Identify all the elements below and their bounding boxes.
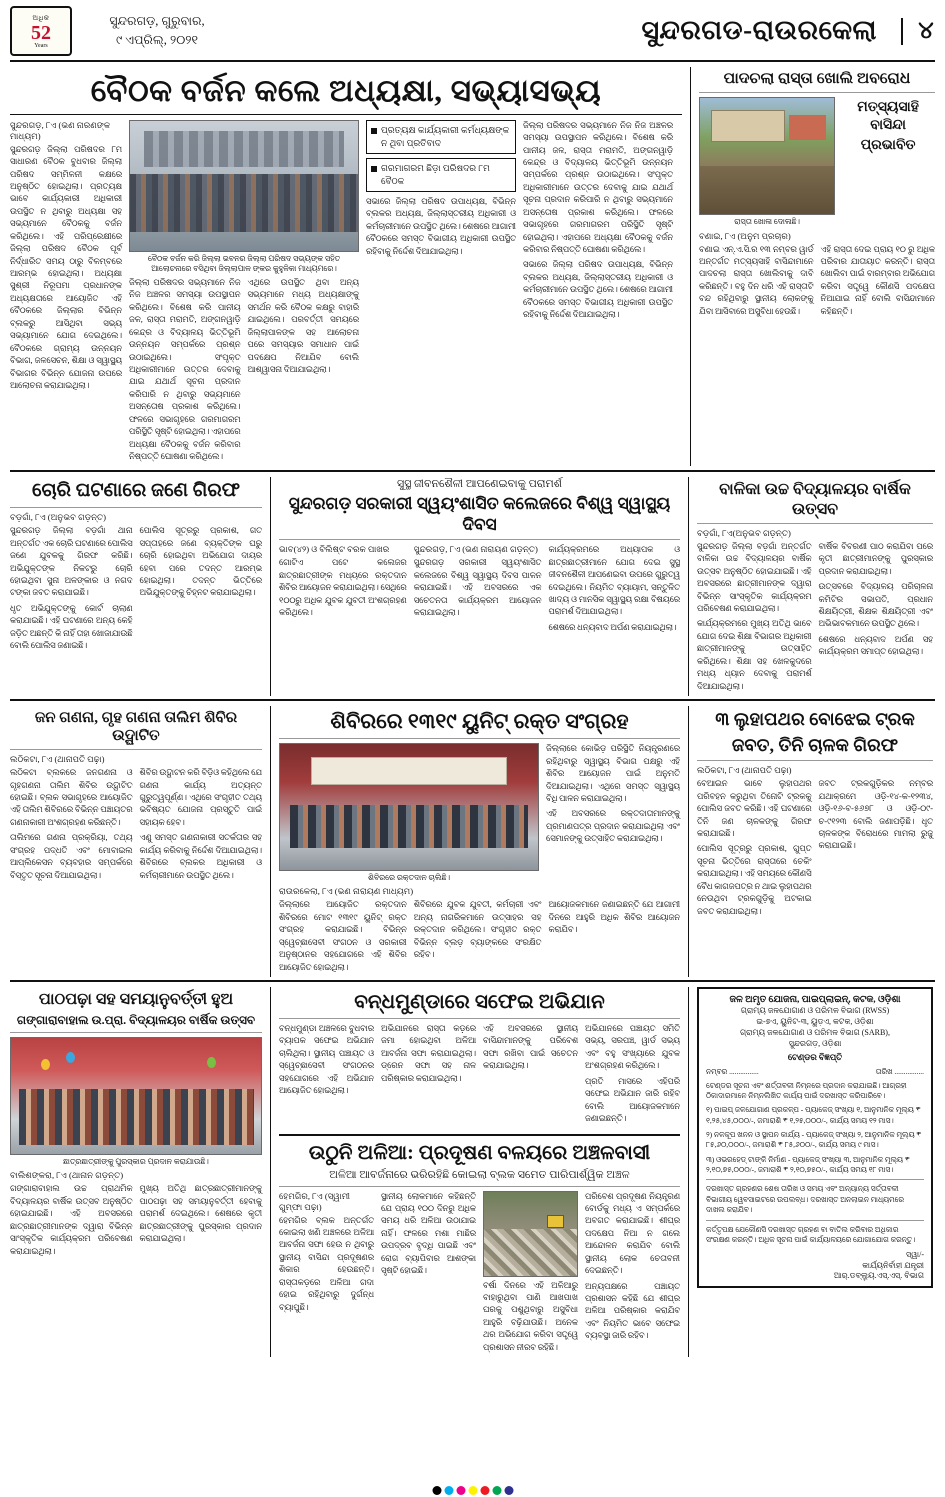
bandhamunda-headline: ବନ୍ଧମୁଣ୍ଡାରେ ସଫେଇ ଅଭିଯାନ bbox=[354, 991, 605, 1014]
ad-ref-no: ନମ୍ବର ................ bbox=[706, 1067, 759, 1077]
girls-para-3: ବାର୍ଷିକ ବିବରଣୀ ପାଠ କରାଯିବା ପରେ କୃତୀ ଛାତ୍ରୀମାନଙ୍କୁ ପୁରସ୍କାର ପ୍ରଦାନ କରାଯାଇଥିଲା। bbox=[818, 541, 933, 576]
blood-right-para-2: ଏହି ଅବସରରେ ରକ୍ତଦାତାମାନଙ୍କୁ ପ୍ରମାଣପତ୍ର ପ୍ରଦାନ କରାଯାଇଥିଲା ଏବଂ ସେମାନଙ୍କୁ ଉତ୍ସାହିତ କରାଯାଇଥିଲା। bbox=[546, 809, 680, 844]
ad-office-line-3: ଇ-୭ଏ, ୟୁନିଟ-୩, ୟୁଡ଼ଏ, କଟକ, ଓଡ଼ିଶା bbox=[756, 1017, 874, 1027]
truck-para-1: ବେଆଇନ ଭାବେ ଲୁହାପଥର ପରିବହନ କରୁଥିବା ତିନୋଟି ଟ୍ରକକୁ ପୋଲିସ ଜବତ କରିଛି। ଏହି ଘଟଣାରେ ତିନି ଜଣ ଚାଳକଙ୍କୁ ଗିରଫ କରାଯାଇଛି। bbox=[697, 779, 812, 839]
blood-right-para-1: ଜିଲ୍ଲାରେ କୋଭିଡ଼ ପରିସ୍ଥିତି ନିୟନ୍ତ୍ରଣରେ ରହିଥିବାରୁ ସ୍ୱାସ୍ଥ୍ୟ ବିଭାଗ ପକ୍ଷରୁ ଏହି ଶିବିର ଆୟୋଜନ ପାଇଁ ଅନୁମତି ଦିଆଯାଇଥିଲା। ଏଥିରେ ସମସ୍ତ ସ୍ୱାସ୍ଥ୍ୟ ବିଧି ପାଳନ କରାଯାଇଥିଲା। bbox=[546, 744, 680, 804]
ad-office-line-4: ଗ୍ରାମ୍ୟ ଜଳଯୋଗାଣ ଓ ପରିମଳ ବିଭାଗ (SARB), bbox=[740, 1027, 890, 1037]
health-headline: ସୁନ୍ଦରଗଡ଼ ସରକାରୀ ସ୍ୱୟଂଶାସିତ କଲେଜରେ ବିଶ୍ୱ ସ୍ୱାସ୍ଥ୍ୟ ଦିବସ bbox=[288, 494, 671, 534]
lead-col-5 bbox=[523, 120, 673, 467]
pollution-dateline: ହେମଗିର, ୮ଏ (ସ୍ୱାମୀ ଗୁମ୍ଫା ପଢ଼ା) bbox=[279, 1190, 351, 1212]
bullet-square-icon bbox=[371, 166, 377, 172]
edition-date: ୯ ଏପ୍ରିଲ୍, ୨୦୨୧ bbox=[115, 33, 199, 47]
road-headline-2: ମତ୍ସ୍ୟସାହି ବାସିନ୍ଦା bbox=[857, 100, 919, 133]
tender-ad-column bbox=[688, 987, 933, 1357]
reg-mark-black bbox=[432, 1486, 441, 1495]
truck-para-3: ଜବତ ଟ୍ରକଗୁଡ଼ିକର ନମ୍ବର ଯଥାକ୍ରମେ ଓଡ଼ି-୧୪-କ-୧୨୩୪, ଓଡ଼ି-୧୬-ବ-୫୬୭୮ ଓ ଓଡ଼ି-୦୯-ଚ-୯୧୨୩ ବୋଲି ଜଣାପଡ଼ିଛି। ଧୃତ ଚାଳକଙ୍କ ବିରୋଧରେ ମାମଲା ରୁଜୁ କରାଯାଇଛି। bbox=[818, 779, 933, 851]
girls-para-4: ଉତ୍ସବରେ ବିଦ୍ୟାଳୟ ପରିଚାଳନା କମିଟିର ସଭାପତି, ପ୍ରଧାନ ଶିକ୍ଷୟିତ୍ରୀ, ଶିକ୍ଷକ ଶିକ୍ଷୟିତ୍ରୀ ଏବଂ ଅଭିଭାବକମାନେ ଉପସ୍ଥିତ ଥିଲେ। bbox=[818, 582, 933, 629]
truck-para-2: ପୋଲିସ ସୂତ୍ରରୁ ପ୍ରକାଶ, ଗୁପ୍ତ ସୂଚନା ଭିତ୍ତିରେ ରାସ୍ତାରେ ଚେକିଂ କରାଯାଇଥିଲା। ଏହି ସମୟରେ କୌଣସି ବୈଧ କାଗଜପତ୍ର ନ ଥାଇ ଲୁହାପଥର ନେଉଥିବା ଟ୍ରକଗୁଡ଼ିକୁ ଅଟକାଇ ଜବତ କରାଯାଇଥିଲା। bbox=[697, 844, 812, 916]
pollution-para-5: ଅନ୍ୟପକ୍ଷରେ ପଞ୍ଚାୟତ ପ୍ରଶାସନ କହିଛି ଯେ ଶୀଘ୍ର ଅଳିଆ ପରିଷ୍କାର କରାଯିବ ଏବଂ ନିୟମିତ ଭାବେ ସଫେଇ ବ୍ୟବସ୍ଥା ଜାରି ରହିବ। bbox=[585, 1281, 680, 1341]
census-para-2: ତାଲିମରେ ଗଣନା ପ୍ରକ୍ରିୟା, ତଥ୍ୟ ସଂଗ୍ରହ ପଦ୍ଧତି ଏବଂ ମୋବାଇଲ ଆପ୍ଲିକେସନ ବ୍ୟବହାର ସମ୍ପର୍କରେ ବିସ୍ତୃତ ସୂଚନା ଦିଆଯାଇଥିଲା। bbox=[10, 833, 133, 880]
ad-sign-2: କାର୍ଯ୍ୟନିର୍ବାହୀ ଯନ୍ତ୍ରୀ bbox=[862, 1260, 924, 1270]
blood-camp-headline: ଶିବିରରେ ୧୩୧୯ ୟୁନିଟ୍ ରକ୍ତ ସଂଗ୍ରହ bbox=[330, 709, 629, 734]
lead-story bbox=[10, 67, 682, 466]
school-fest-headline-1: ପାଠପଢ଼ା ସହ ସମୟାନୁବର୍ତ୍ତୀ ହୁଅ bbox=[38, 991, 234, 1009]
girls-para-1: ସୁନ୍ଦରଗଡ଼ ଜିଲ୍ଲା ବଡ଼ଗାଁ ଅନ୍ତର୍ଗତ ବାଳିକା ଉଚ୍ଚ ବିଦ୍ୟାଳୟର ବାର୍ଷିକ ଉତ୍ସବ ଅନୁଷ୍ଠିତ ହୋଇଯାଇଛି। ଏହି ଅବସରରେ ଛାତ୍ରୀମାନଙ୍କ ଦ୍ୱାରା ବିଭିନ୍ନ ସାଂସ୍କୃତିକ କାର୍ଯ୍ୟକ୍ରମ ପରିବେଷଣ କରାଯାଇଥିଲା। bbox=[697, 541, 812, 614]
lead-para-2: ଜିଲ୍ଲା ପରିଷଦର ସଭ୍ୟମାନେ ନିଜ ନିଜ ଅଞ୍ଚଳର ସମସ୍ୟା ଉପସ୍ଥାପନ କରିଥିଲେ। ବିଶେଷ କରି ପାନୀୟ ଜଳ, ରାସ୍ତା ମରାମତି, ଅଙ୍ଗନୱାଡ଼ି କେନ୍ଦ୍ର ଓ ବିଦ୍ୟାଳୟ ଭିତ୍ତିଭୂମି ଉନ୍ନୟନ ସମ୍ପର୍କରେ ପ୍ରଶ୍ନ ଉଠାଇଥିଲେ। ସଂପୃକ୍ତ ଅଧିକାରୀମାନେ ଉତ୍ତର ଦେବାକୁ ଯାଇ ଯଥାର୍ଥ ସୂଚନା ପ୍ରଦାନ କରିପାରି ନ ଥିବାରୁ ସଭ୍ୟମାନେ ଅସନ୍ତୋଷ ପ୍ରକାଶ କରିଥିଲେ। ଫଳରେ ସଭାଗୃହରେ ଗରମାଗରମ ପରିସ୍ଥିତି ସୃଷ୍ଟି ହୋଇଥିଲା। ଏହାପରେ ଅଧ୍ୟକ୍ଷା ବୈଠକକୁ ବର୍ଜନ କରିବାର ନିଷ୍ପତ୍ତି ଘୋଷଣା କରିଥିଲେ। bbox=[129, 277, 241, 462]
census-para-4: ଏଣୁ ସମସ୍ତ ଗଣନାକାରୀ ସତର୍କତାର ସହ କାର୍ଯ୍ୟ କରିବାକୁ ନିର୍ଦ୍ଦେଶ ଦିଆଯାଇଥିଲା। ଶିବିରରେ ବ୍ଲକର ଅଧିକାରୀ ଓ କର୍ମଚାରୀମାନେ ଉପସ୍ଥିତ ଥିଲେ। bbox=[139, 833, 262, 880]
bandha-para-3: ଏହି ଅବସରରେ ସ୍ଥାନୀୟ ବାସିନ୍ଦାମାନଙ୍କୁ ପରିବେଶ ସଫା ରଖିବା ପାଇଁ ସଚେତନ କରାଯାଇଥିଲା। bbox=[483, 1024, 578, 1071]
page-number: ୪ bbox=[901, 18, 935, 45]
health-side-para-1: ଗୋଟିଏ ପଟେ କଲେଜର ଛାତ୍ରଛାତ୍ରୀଙ୍କ ମଧ୍ୟରେ ରକ୍ତଦାନ ଶିବିର ଆୟୋଜନ କରାଯାଇଥିଲା। ସେଥିରେ ୧୦୦ରୁ ଅଧିକ ଯୁବକ ଯୁବତୀ ଅଂଶଗ୍ରହଣ କରିଥିଲେ। bbox=[279, 558, 407, 617]
road-para-2: ଏହି ରାସ୍ତା ଦେଇ ପ୍ରାୟ ୧୦ ରୁ ଅଧିକ ପରିବାର ଯାତାୟାତ କରନ୍ତି। ରାସ୍ତା ଖୋଲିବା ପାଇଁ ବାରମ୍ବାର ଅଭିଯୋଗ କରିବା ସତ୍ତ୍ୱେ କୌଣସି ପଦକ୍ଷେପ ନିଆଯାଇ ନାହିଁ ବୋଲି ବାସିନ୍ଦାମାନେ କହିଛନ୍ତି। bbox=[820, 244, 935, 316]
blood-para-2: ଶିବିରରେ ଯୁବକ ଯୁବତୀ, କର୍ମଚାରୀ ଏବଂ ଅନ୍ୟ ନାଗରିକମାନେ ଉତ୍ସାହର ସହ ରକ୍ତଦାନ କରିଥିଲେ। ସଂଗୃହୀତ ରକ୍ତ ବିଭିନ୍ନ ବ୍ଲଡ଼ ବ୍ୟାଙ୍କରେ ସଂରକ୍ଷିତ ରହିବ। bbox=[413, 900, 542, 960]
health-day-story bbox=[270, 477, 680, 696]
blood-para-3: ଆୟୋଜକମାନେ ଜଣାଇଛନ୍ତି ଯେ ଆଗାମୀ ଦିନରେ ଆହୁରି ଅଧିକ ଶିବିର ଆୟୋଜନ କରାଯିବ। bbox=[548, 900, 681, 935]
health-para-2: କାର୍ଯ୍ୟକ୍ରମରେ ଅଧ୍ୟାପକ ଓ ଛାତ୍ରଛାତ୍ରୀମାନେ ଯୋଗ ଦେଇ ସୁସ୍ଥ ଜୀବନଶୈଳୀ ଆପଣେଇବା ଉପରେ ଗୁରୁତ୍ୱ ଦେଇଥିଲେ। ନିୟମିତ ବ୍ୟାୟାମ, ସନ୍ତୁଳିତ ଖାଦ୍ୟ ଓ ମାନସିକ ସ୍ୱାସ୍ଥ୍ୟ ରକ୍ଷା ବିଷୟରେ ପରାମର୍ଶ ଦିଆଯାଇଥିଲା। bbox=[548, 545, 681, 617]
theft-para-2: ପୋଲିସ ସୂତ୍ରରୁ ପ୍ରକାଶ, ଗତ ସପ୍ତାହରେ ଜଣେ ବ୍ୟକ୍ତିଙ୍କ ଘରୁ ଚୋରି ହୋଇଥିବା ଅଭିଯୋଗ ଦାୟର ହେବା ପରେ ତଦନ୍ତ ଆରମ୍ଭ ହୋଇଥିଲା। ତଦନ୍ତ ଭିତ୍ତିରେ ଅଭିଯୁକ୍ତଙ୍କୁ ଚିହ୍ନଟ କରାଯାଇଥିଲା। bbox=[139, 526, 262, 598]
health-side-dateline: ଭାବ(୪୨) ଓ ବିଲିଷ୍ଟ ବରକ ପାଖର bbox=[279, 544, 390, 555]
theft-para-3: ଧୃତ ଅଭିଯୁକ୍ତଙ୍କୁ କୋର୍ଟ ଚାଲାଣ କରାଯାଇଛି। ଏହି ଘଟଣାରେ ଅନ୍ୟ କେହି ଜଡ଼ିତ ଅଛନ୍ତି କି ନାହିଁ ତାହା ଖୋଜାଯାଉଛି ବୋଲି ପୋଲିସ ଜଣାଇଛି। bbox=[10, 603, 133, 651]
girls-school-story bbox=[688, 477, 933, 696]
ad-notice-title: ଟେଣ୍ଡର ବିଜ୍ଞପ୍ତି bbox=[787, 1053, 843, 1063]
bullet-square-icon bbox=[371, 128, 377, 134]
school-fest-headline-2: ଗଙ୍ଗାରାବାହାଲ ଉ.ପ୍ରା. ବିଦ୍ୟାଳୟର ବାର୍ଷିକ ଉତ୍ସବ bbox=[16, 1013, 256, 1028]
lead-para-3: ଏଥିରେ ଉପସ୍ଥିତ ଥିବା ଅନ୍ୟ ସଭ୍ୟମାନେ ମଧ୍ୟ ଅଧ୍ୟକ୍ଷାଙ୍କୁ ସମର୍ଥନ କରି ବୈଠକ କକ୍ଷରୁ ବାହାରି ଯାଇଥିଲେ। ପରବର୍ତ୍ତୀ ସମୟରେ ଜିଲ୍ଲାପାଳଙ୍କ ସହ ଆଲୋଚନା ପରେ ସମସ୍ୟାର ସମାଧାନ ପାଇଁ ପଦକ୍ଷେପ ନିଆଯିବ ବୋଲି ଆଶ୍ୱାସନା ଦିଆଯାଇଥିଲା। bbox=[247, 277, 359, 374]
edition-title: ସୁନ୍ଦରଗଡ-ରାଉରକେଲା bbox=[641, 15, 877, 45]
health-kicker: ସୁସ୍ଥ ଜୀବନଶୈଳୀ ଆପଣେଇବାକୁ ପରାମର୍ଶ bbox=[397, 478, 562, 491]
lead-photo-block bbox=[129, 120, 359, 467]
census-para-3: ଶିବିର ଉଦ୍ଘାଟନ କରି ବିଡ଼ିଓ କହିଥିଲେ ଯେ ଗଣନା କାର୍ଯ୍ୟ ଅତ୍ୟନ୍ତ ଗୁରୁତ୍ୱପୂର୍ଣ୍ଣ। ଏଥିରେ ସଂଗୃହୀତ ତଥ୍ୟ ଭବିଷ୍ୟତ ଯୋଜନା ପ୍ରସ୍ତୁତି ପାଇଁ ସହାୟକ ହେବ। bbox=[139, 768, 262, 827]
bandha-para-4: ଅଭିଯାନରେ ପଞ୍ଚାୟତ ସମିତି ସଭ୍ୟ, ସରପଞ୍ଚ, ୱାର୍ଡ ସଭ୍ୟ ଏବଂ ବହୁ ସଂଖ୍ୟାରେ ଯୁବକ ଅଂଶଗ୍ରହଣ କରିଥିଲେ। bbox=[585, 1024, 680, 1071]
ad-note-2: କର୍ତ୍ତୃପକ୍ଷ ଯେକୌଣସି ଦରଖାସ୍ତ ଗ୍ରହଣ ବା ବାତିଲ କରିବାର ଅଧିକାର ସଂରକ୍ଷଣ କରନ୍ତି। ଅଧିକ ସୂଚନା ପାଇଁ କାର୍ଯ୍ୟାଳୟରେ ଯୋଗାଯୋଗ କରନ୍ତୁ। bbox=[706, 1224, 916, 1244]
pollution-subhead: ଅଳିଆ ଆବର୍ଜନାରେ ଭରିରହିଛି କୋଇଲା ବ୍ଲକ ସମେତ ପାରିପାର୍ଶ୍ୱିକ ଅଞ୍ଚଳ bbox=[329, 1168, 630, 1181]
ad-item-3: ୩) ଓଭରହେଡ୍ ଟାଙ୍କି ନିର୍ମାଣ - ପ୍ୟାକେଜ୍ ସଂଖ୍ୟା ୩, ଆନୁମାନିକ ମୂଲ୍ୟ ₹ ୨,୧୦,୭୫,୦୦୦/-, ଜମାରାଶି ₹ ୨,୧୦,୭୫୦/-, କାର୍ଯ୍ୟ ସମୟ ୧୮ ମାସ। bbox=[706, 1154, 910, 1175]
census-headline: ଜନ ଗଣନା, ଗୃହ ଗଣନା ତାଲିମ ଶିବିର ଉଦ୍ଘାଟିତ bbox=[34, 710, 238, 745]
pollution-para-4: ପରିବେଶ ପ୍ରଦୂଷଣ ନିୟନ୍ତ୍ରଣ ବୋର୍ଡକୁ ମଧ୍ୟ ଏ ସମ୍ପର୍କରେ ଅବଗତ କରାଯାଇଛି। ଶୀଘ୍ର ପଦକ୍ଷେପ ନିଆ ନ ଗଲେ ଆନ୍ଦୋଳନ କରାଯିବ ବୋଲି ସ୍ଥାନୀୟ ଲୋକ ଚେତାବନୀ ଦେଇଛନ୍ତି। bbox=[585, 1191, 680, 1276]
pollution-photo bbox=[483, 1191, 578, 1277]
school-fest-para-1: ଗଙ୍ଗାରାବାହାଲ ଉଚ୍ଚ ପ୍ରାଥମିକ ବିଦ୍ୟାଳୟର ବାର୍ଷିକ ଉତ୍ସବ ଅନୁଷ୍ଠିତ ହୋଇଯାଇଛି। ଏହି ଅବସରରେ ଛାତ୍ରଛାତ୍ରୀମାନଙ୍କ ଦ୍ୱାରା ବିଭିନ୍ନ ସାଂସ୍କୃତିକ କାର୍ଯ୍ୟକ୍ରମ ପରିବେଷଣ କରାଯାଇଥିଲା। bbox=[10, 1184, 133, 1256]
blood-camp-dateline: ରାଉରକେଲା, ୮ଏ (ଭଣ ନାରାୟଣ ମାଧ୍ୟମ) bbox=[279, 886, 414, 897]
lead-photo bbox=[129, 120, 359, 252]
health-para-3: ଶେଷରେ ଧନ୍ୟବାଦ ଅର୍ପଣ କରାଯାଇଥିଲା। bbox=[548, 622, 677, 632]
theft-story bbox=[10, 477, 262, 696]
school-fest-para-2: ମୁଖ୍ୟ ଅତିଥି ଛାତ୍ରଛାତ୍ରୀମାନଙ୍କୁ ପାଠପଢ଼ା ସହ ସମୟାନୁବର୍ତ୍ତୀ ହେବାକୁ ପରାମର୍ଶ ଦେଇଥିଲେ। ଶେଷରେ କୃତୀ ଛାତ୍ରଛାତ୍ରୀଙ୍କୁ ପୁରସ୍କାର ପ୍ରଦାନ କରାଯାଇଥିଲା। bbox=[139, 1184, 262, 1244]
bandha-para-5: ପ୍ରତି ମାସରେ ଏହିପରି ସଫେଇ ଅଭିଯାନ ଜାରି ରହିବ ବୋଲି ଆୟୋଜକମାନେ ଜଣାଇଛନ୍ତି। bbox=[585, 1076, 680, 1124]
ad-date: ତାରିଖ ................ bbox=[875, 1067, 924, 1077]
school-fest-photo-caption: ଛାତ୍ରଛାତ୍ରୀଙ୍କୁ ପୁରସ୍କାର ପ୍ରଦାନ କରାଯାଉଛି। bbox=[63, 1157, 209, 1167]
blood-camp-photo-caption: ଶିବିରରେ ରକ୍ତଦାନ ଚାଲିଛି। bbox=[368, 873, 450, 883]
bandha-para-2: ଅଭିଯାନରେ ରାସ୍ତା କଡ଼ରେ ଜମା ହୋଇଥିବା ଅଳିଆ ଆବର୍ଜନା ସଫା କରାଯାଇଥିଲା। ଡ୍ରେନ ସଫା ସହ ନାଳ ପରିଷ୍କାର କରାଯାଇଥିଲା। bbox=[381, 1024, 476, 1083]
girls-para-5: ଶେଷରେ ଧନ୍ୟବାଦ ଅର୍ପଣ ସହ କାର୍ଯ୍ୟକ୍ରମ ସମାପ୍ତ ହୋଇଥିଲା। bbox=[818, 634, 933, 657]
road-headline-1: ପାଦଚଲା ରାସ୍ତା ଖୋଲି ଅବରୋଧ bbox=[723, 70, 911, 87]
pollution-para-3: ବର୍ଷା ଦିନରେ ଏହି ଅଳିଆରୁ ବାହାରୁଥିବା ପାଣି ଆଖପାଖ ଘରକୁ ପଶୁଥିବାରୁ ଅସୁବିଧା ଆହୁରି ବଢ଼ିଯାଉଛି। ଅନେକ ଥର ଅଭିଯୋଗ କରିବା ସତ୍ତ୍ୱେ ପ୍ରଶାସନ ନୀରବ ରହିଛି। bbox=[483, 1280, 578, 1352]
health-dateline: ସୁନ୍ଦରଗଡ଼, ୮ଏ (ଭଣ ନାରାୟଣ ଗଡ଼ନ୍ତ) bbox=[413, 544, 538, 555]
tender-advertisement bbox=[697, 987, 933, 1288]
pollution-headline: ଉଠୁନି ଅଳିଆ: ପ୍ରଦୂଷଣ ବଳୟରେ ଅଞ୍ଚଳବାସୀ bbox=[308, 1141, 651, 1164]
school-fest-story bbox=[10, 987, 262, 1357]
ad-office-line-1: ଜଳ ଅମୃତ ଯୋଜନା, ପାଇପ୍‌ଲାଇନ୍, କଟକ, ଓଡ଼ିଶା bbox=[729, 995, 901, 1006]
logo-years-label: Years bbox=[34, 42, 48, 49]
blood-para-1: ଜିଲ୍ଲାରେ ଆୟୋଜିତ ରକ୍ତଦାନ ଶିବିରରେ ମୋଟ ୧୩୧୯ ୟୁନିଟ୍ ରକ୍ତ ସଂଗ୍ରହ କରାଯାଇଛି। ବିଭିନ୍ନ ସ୍ୱେଚ୍ଛାସେବୀ ସଂଗଠନ ଓ ସରକାରୀ ଅନୁଷ୍ଠାନର ସହଯୋଗରେ ଏହି ଶିବିର ଆୟୋଜିତ ହୋଇଥିଲା। bbox=[279, 900, 407, 972]
ad-item-1: ୧) ପାଇପ୍ ଜଳଯୋଗାଣ ପ୍ରକଳ୍ପ - ପ୍ୟାକେଜ୍ ସଂଖ୍ୟା ୧, ଆନୁମାନିକ ମୂଲ୍ୟ ₹ ୧,୨୫,୪୫,୦୦୦/-, ଜମାରାଶି ₹ ୧,୨୫,୦୦୦/-, କାର୍ଯ୍ୟ ସମୟ ୧୨ ମାସ। bbox=[706, 1105, 921, 1125]
reg-mark-green bbox=[492, 1486, 501, 1495]
top-band bbox=[10, 67, 935, 466]
publication-logo bbox=[10, 6, 72, 56]
lead-para-6: ସଭାରେ ଜିଲ୍ଲା ପରିଷଦ ଉପାଧ୍ୟକ୍ଷ, ବିଭିନ୍ନ ବ୍ଲକର ଅଧ୍ୟକ୍ଷ, ଜିଲ୍ଲାସ୍ତରୀୟ ଅଧିକାରୀ ଓ କର୍ମଚାରୀମାନେ ଉପସ୍ଥିତ ଥିଲେ। ଶେଷରେ ଆଗାମୀ ବୈଠକରେ ସମସ୍ତ ବିଭାଗୀୟ ଅଧିକାରୀ ଉପସ୍ଥିତ ରହିବାକୁ ନିର୍ଦ୍ଦେଶ ଦିଆଯାଇଥିଲା। bbox=[523, 260, 673, 320]
logo-anniversary-number: 52 bbox=[31, 21, 51, 44]
health-para-1: ସୁନ୍ଦରଗଡ଼ ସରକାରୀ ସ୍ୱୟଂଶାସିତ କଲେଜରେ ବିଶ୍ୱ ସ୍ୱାସ୍ଥ୍ୟ ଦିବସ ପାଳନ କରାଯାଇଛି। ଏହି ଅବସରରେ ଏକ ସଚେତନତା କାର୍ଯ୍ୟକ୍ରମ ଆୟୋଜନ କରାଯାଇଥିଲା। bbox=[413, 558, 542, 617]
pollution-para-2: ସ୍ଥାନୀୟ ଲୋକମାନେ କହିଛନ୍ତି ଯେ ପ୍ରାୟ ୧୦୦ ଦିନରୁ ଅଧିକ ସମୟ ଧରି ଅଳିଆ ଉଠାଯାଇ ନାହିଁ। ଫଳରେ ମଶା ମାଛିର ଉପଦ୍ରବ ବୃଦ୍ଧି ପାଇଛି ଏବଂ ରୋଗ ବ୍ୟାପିବାର ଆଶଙ୍କା ସୃଷ୍ଟି ହୋଇଛି। bbox=[381, 1191, 476, 1276]
lead-photo-caption: ବୈଠକ ବର୍ଜନ କରି ଜିଲ୍ଲା ଭବନର ଜିଲ୍ଲା ପରିଷଦ ସଭ୍ୟଙ୍କ ସହିତ ଆଲୋଚନାରେ ବସିଥିବା ଜିଲ୍ଲାପାଳ ଙ୍କର କୁହୁଳିକା ମାଧ୍ୟମରେ। bbox=[147, 253, 341, 273]
census-para-1: ଲଠିକଟା ବ୍ଲକରେ ଜନଗଣନା ଓ ଗୃହଗଣନା ତାଲିମ ଶିବିର ଉଦ୍ଘାଟିତ ହୋଇଛି। ବ୍ଲକ ସଭାଗୃହରେ ଆୟୋଜିତ ଏହି ତାଲିମ ଶିବିରରେ ବିଭିନ୍ନ ପଞ୍ଚାୟତର ଗଣନାକାରୀ ଅଂଶଗ୍ରହଣ କରିଛନ୍ତି। bbox=[10, 768, 133, 827]
census-story bbox=[10, 706, 262, 977]
ad-item-2: ୨) ନଳକୂପ ଖନନ ଓ ସ୍ଥାପନ କାର୍ଯ୍ୟ - ପ୍ୟାକେଜ୍ ସଂଖ୍ୟା ୨, ଆନୁମାନିକ ମୂଲ୍ୟ ₹ ୮୫,୬୦,୦୦୦/-, ଜମାରାଶି ₹ ୮୫,୬୦୦/-, କାର୍ଯ୍ୟ ସମୟ ୯ ମାସ। bbox=[706, 1129, 922, 1150]
road-dateline: ବଣାଇ, ୮ଏ (ଅନୁମ ପ୍ରଚାର) bbox=[699, 230, 791, 241]
reg-mark-blue bbox=[504, 1486, 513, 1495]
middle-lower-block bbox=[270, 987, 680, 1357]
lead-bullet-list bbox=[366, 120, 516, 192]
road-photo-caption: ରାସ୍ତା ଖୋଳା ଦୋଳାଛି। bbox=[734, 217, 800, 227]
reg-mark-red bbox=[480, 1486, 489, 1495]
ad-sign-3: ଆର୍.ଡବ୍ଲ୍ୟୁ.ଏସ୍.ଏସ୍. ବିଭାଗ bbox=[833, 1271, 924, 1280]
lead-para-4: ସଭାରେ ଜିଲ୍ଲା ପରିଷଦ ଉପାଧ୍ୟକ୍ଷ, ବିଭିନ୍ନ ବ୍ଲକର ଅଧ୍ୟକ୍ଷ, ଜିଲ୍ଲାସ୍ତରୀୟ ଅଧିକାରୀ ଓ କର୍ମଚାରୀମାନେ ଉପସ୍ଥିତ ଥିଲେ। ଶେଷରେ ଆଗାମୀ ବୈଠକରେ ସମସ୍ତ ବିଭାଗୀୟ ଅଧିକାରୀ ଉପସ୍ଥିତ ରହିବାକୁ ନିର୍ଦ୍ଦେଶ ଦିଆଯାଇଥିଲା। bbox=[366, 196, 516, 256]
bandha-para-1: ବନ୍ଧମୁଣ୍ଡା ଅଞ୍ଚଳରେ ବୁଧବାର ବ୍ୟାପକ ସଫେଇ ଅଭିଯାନ ଚାଲିଥିଲା। ସ୍ଥାନୀୟ ପଞ୍ଚାୟତ ଓ ସ୍ୱେଚ୍ଛାସେବୀ ସଂଗଠନର ସହଯୋଗରେ ଏହି ଅଭିଯାନ ଆୟୋଜିତ ହୋଇଥିଲା। bbox=[279, 1024, 374, 1096]
road-story bbox=[690, 67, 935, 466]
girls-para-2: କାର୍ଯ୍ୟକ୍ରମରେ ମୁଖ୍ୟ ଅତିଥି ଭାବେ ଯୋଗ ଦେଇ ଶିକ୍ଷା ବିଭାଗର ଅଧିକାରୀ ଛାତ୍ରୀମାନଙ୍କୁ ଉତ୍ସାହିତ କରିଥିଲେ। ଶିକ୍ଷା ସହ ଖେଳକୁଦରେ ମଧ୍ୟ ଧ୍ୟାନ ଦେବାକୁ ପରାମର୍ଶ ଦିଆଯାଇଥିଲା। bbox=[697, 619, 812, 691]
truck-headline-1: ୩ ଲୁହାପଥର ବୋଝେଇ ଟ୍ରକ bbox=[715, 709, 915, 730]
third-band bbox=[10, 706, 935, 977]
ad-note-1: ଦରଖାସ୍ତ ଗ୍ରହଣର ଶେଷ ତାରିଖ ଓ ସମୟ ଏବଂ ଅନ୍ୟାନ୍ୟ ସର୍ତ୍ତାବଳୀ ବିଭାଗୀୟ ୱେବସାଇଟରେ ଉପଲବ୍ଧ। ଦରଖାସ୍ତ ଅନଲାଇନ ମାଧ୍ୟମରେ ଦାଖଲ କରାଯିବ। bbox=[706, 1184, 904, 1215]
lead-bullet-2: ଗରମାଗରମ ଛିଡ଼ା ପରିଷଦର ୮ମ ବୈଠକ bbox=[366, 158, 516, 192]
census-dateline: ଲଠିକଟା, ୮ଏ (ଥାନାପତି ପଢ଼ା) bbox=[10, 754, 105, 765]
reg-mark-cyan bbox=[444, 1486, 453, 1495]
ad-intro: ଟେଣ୍ଡର ସୂଚନା ଏବଂ ଶର୍ତ୍ତାବଳୀ ନିମ୍ନରେ ପ୍ରଦାନ କରାଯାଇଛି। ଆଗ୍ରହୀ ଠିକାଦାରମାନେ ନିମ୍ନଲିଖିତ କାର୍ଯ୍ୟ ପାଇଁ ଦରଖାସ୍ତ କରିପାରିବେ। bbox=[706, 1080, 907, 1100]
blood-camp-story bbox=[270, 706, 680, 977]
ad-sign-1: ସ୍ୱା/- bbox=[906, 1250, 924, 1260]
theft-para-1: ସୁନ୍ଦରଗଡ଼ ଜିଲ୍ଲା ବଡ଼ଗାଁ ଥାନା ଅନ୍ତର୍ଗତ ଏକ ଚୋରି ଘଟଣାରେ ପୋଲିସ ଜଣେ ଯୁବକକୁ ଗିରଫ କରିଛି। ଅଭିଯୁକ୍ତଙ୍କ ନିକଟରୁ ଚୋରି ହୋଇଥିବା ସୁନା ଅଳଙ୍କାର ଓ ନଗଦ ଟଙ୍କା ଜବତ କରାଯାଇଛି। bbox=[10, 526, 133, 598]
ad-office-line-5: ସୁନ୍ଦରଗଡ଼, ଓଡ଼ିଶା bbox=[788, 1038, 842, 1048]
road-photo bbox=[699, 97, 835, 215]
edition-place: ସୁନ୍ଦରଗଡ଼, ଗୁରୁବାର, bbox=[109, 14, 205, 29]
theft-dateline: ବଡ଼ଗାଁ, ୮ଏ (ଅନୁଭବ ଗଡ଼ନ୍ତ) bbox=[10, 512, 106, 523]
second-band bbox=[10, 477, 935, 696]
theft-headline: ଚୋରି ଘଟଣାରେ ଜଣେ ଗିରଫ bbox=[31, 480, 241, 502]
lead-headline: ବୈଠକ ବର୍ଜନ କଲେ ଅଧ୍ୟକ୍ଷା, ସଭ୍ୟାସଭ୍ୟ bbox=[90, 73, 602, 108]
school-fest-photo bbox=[10, 1037, 262, 1155]
pollution-para-1: ହେମଗିର ବ୍ଲକ ଅନ୍ତର୍ଗତ କୋଇଲା ଖଣି ଅଞ୍ଚଳରେ ଅଳିଆ ଆବର୍ଜନା ସଫା ହେଉ ନ ଥିବାରୁ ସ୍ଥାନୀୟ ବାସିନ୍ଦା ପ୍ରଦୂଷଣର ଶିକାର ହେଉଛନ୍ତି। ରାସ୍ତାକଡ଼ରେ ଅଳିଆ ଗଦା ହୋଇ ରହିଥିବାରୁ ଦୁର୍ଗନ୍ଧ ବ୍ୟାପୁଛି। bbox=[279, 1215, 374, 1312]
lead-dateline: ସୁନ୍ଦରଗଡ଼, ୮ଏ (ଭଣ ନାରଣଙ୍କ ମାଧ୍ୟମ) bbox=[10, 119, 111, 141]
color-registration-marks bbox=[432, 1486, 513, 1495]
truck-dateline: ଲଠିକଟା, ୮ଏ (ଥାନାପତି ପଢ଼ା) bbox=[697, 765, 792, 776]
lead-col-bullets bbox=[366, 120, 516, 467]
fourth-band bbox=[10, 987, 935, 1357]
truck-headline-2: ଜବତ, ତିନି ଚାଳକ ଗିରଫ bbox=[731, 734, 899, 755]
ad-office-line-2: ଗ୍ରାମ୍ୟ ଜଳଯୋଗାଣ ଓ ପରିମଳ ବିଭାଗ (RWSS) bbox=[740, 1006, 890, 1016]
school-fest-dateline: ବାଲିଶଙ୍କରା, ୮ଏ (ଥାନାନ ଗଡ଼ନ୍ତ) bbox=[10, 1170, 124, 1181]
edition-place-date bbox=[82, 12, 232, 50]
girls-school-headline: ବାଳିକା ଉଚ୍ଚ ବିଦ୍ୟାଳୟର ବାର୍ଷିକ ଉତ୍ସବ bbox=[719, 481, 911, 518]
lead-para-5: ଜିଲ୍ଲା ପରିଷଦର ସଭ୍ୟମାନେ ନିଜ ନିଜ ଅଞ୍ଚଳର ସମସ୍ୟା ଉପସ୍ଥାପନ କରିଥିଲେ। ବିଶେଷ କରି ପାନୀୟ ଜଳ, ରାସ୍ତା ମରାମତି, ଅଙ୍ଗନୱାଡ଼ି କେନ୍ଦ୍ର ଓ ବିଦ୍ୟାଳୟ ଭିତ୍ତିଭୂମି ଉନ୍ନୟନ ସମ୍ପର୍କରେ ପ୍ରଶ୍ନ ଉଠାଇଥିଲେ। ସଂପୃକ୍ତ ଅଧିକାରୀମାନେ ଉତ୍ତର ଦେବାକୁ ଯାଇ ଯଥାର୍ଥ ସୂଚନା ପ୍ରଦାନ କରିପାରି ନ ଥିବାରୁ ସଭ୍ୟମାନେ ଅସନ୍ତୋଷ ପ୍ରକାଶ କରିଥିଲେ। ଫଳରେ ସଭାଗୃହରେ ଗରମାଗରମ ପରିସ୍ଥିତି ସୃଷ୍ଟି ହୋଇଥିଲା। ଏହାପରେ ଅଧ୍ୟକ୍ଷା ବୈଠକକୁ ବର୍ଜନ କରିବାର ନିଷ୍ପତ୍ତି ଘୋଷଣା କରିଥିଲେ। bbox=[523, 120, 673, 255]
blood-camp-photo bbox=[279, 743, 539, 871]
truck-seize-story bbox=[688, 706, 933, 977]
road-para-1: ବଣାଇ ଏନ୍.ଏ.ସି.ର ୧୩ ନମ୍ବର ୱାର୍ଡ ଅନ୍ତର୍ଗତ ମତ୍ସ୍ୟସାହି ବାସିନ୍ଦାମାନେ ପାଦଚଲା ରାସ୍ତା ଖୋଲିବାକୁ ଦାବି କରିଛନ୍ତି। ବହୁ ଦିନ ଧରି ଏହି ରାସ୍ତାଟି ବନ୍ଦ ରହିଥିବାରୁ ସ୍ଥାନୀୟ ଲୋକଙ୍କୁ ଯିବା ଆସିବାରେ ଅସୁବିଧା ହେଉଛି। bbox=[699, 244, 814, 316]
masthead bbox=[10, 6, 935, 62]
logo-top-text: ଅଧିକ bbox=[32, 13, 50, 22]
reg-mark-magenta bbox=[456, 1486, 465, 1495]
lead-bullet-1: ପ୍ରତ୍ୟକ୍ଷ କାର୍ଯ୍ୟକାରୀ କର୍ମଧ୍ୟକ୍ଷଙ୍କ ନ ଥିବା ପ୍ରତିବାଦ bbox=[366, 120, 516, 154]
reg-mark-yellow bbox=[468, 1486, 477, 1495]
road-headline-3: ପ୍ରଭାବିତ bbox=[860, 138, 916, 154]
lead-col-1 bbox=[10, 120, 122, 467]
girls-school-dateline: ବଡ଼ଗାଁ, ୮ଏ(ଅନୁଭବ ଗଡ଼ନ୍ତ) bbox=[697, 527, 791, 538]
lead-para-1: ସୁନ୍ଦରଗଡ଼ ଜିଲ୍ଲା ପରିଷଦର ୮ମ ସାଧାରଣ ବୈଠକ ବୁଧବାର ଜିଲ୍ଲା ପରିଷଦ ସମ୍ମିଳନୀ କକ୍ଷରେ ଅନୁଷ୍ଠିତ ହୋଇଥିଲା। ପ୍ରତ୍ୟକ୍ଷ ଭାବେ କାର୍ଯ୍ୟକାରୀ ଅଧିକାରୀ ଉପସ୍ଥିତ ନ ଥିବାରୁ ଅଧ୍ୟକ୍ଷା ସହ ସଭ୍ୟମାନେ ବୈଠକକୁ ବର୍ଜନ କରିଥିଲେ। ଏହି ପରିପ୍ରେକ୍ଷୀରେ ଜିଲ୍ଲା ପରିଷଦ ବୈଠକ ପୂର୍ବ ନିର୍ଦ୍ଧାରିତ ସମୟ ଠାରୁ ବିଳମ୍ବରେ ଆରମ୍ଭ ହୋଇଥିଲା। ଅଧ୍ୟକ୍ଷା ସୁଶ୍ରୀ ନିରୂପମା ପ୍ରଧାନଙ୍କ ଅଧ୍ୟକ୍ଷତାରେ ଆୟୋଜିତ ଏହି ବୈଠକରେ ଜିଲ୍ଲାର ବିଭିନ୍ନ ବ୍ଲକରୁ ଆସିଥିବା ସଭ୍ୟ ସଭ୍ୟାମାନେ ଯୋଗ ଦେଇଥିଲେ। ବୈଠକରେ ଗ୍ରାମ୍ୟ ଉନ୍ନୟନ ବିଭାଗ, ଜଳସେଚନ, ଶିକ୍ଷା ଓ ସ୍ୱାସ୍ଥ୍ୟ ବିଭାଗର ବିଭିନ୍ନ ଯୋଜନା ଉପରେ ଆଲୋଚନା କରାଯାଇଥିଲା। bbox=[10, 144, 122, 390]
